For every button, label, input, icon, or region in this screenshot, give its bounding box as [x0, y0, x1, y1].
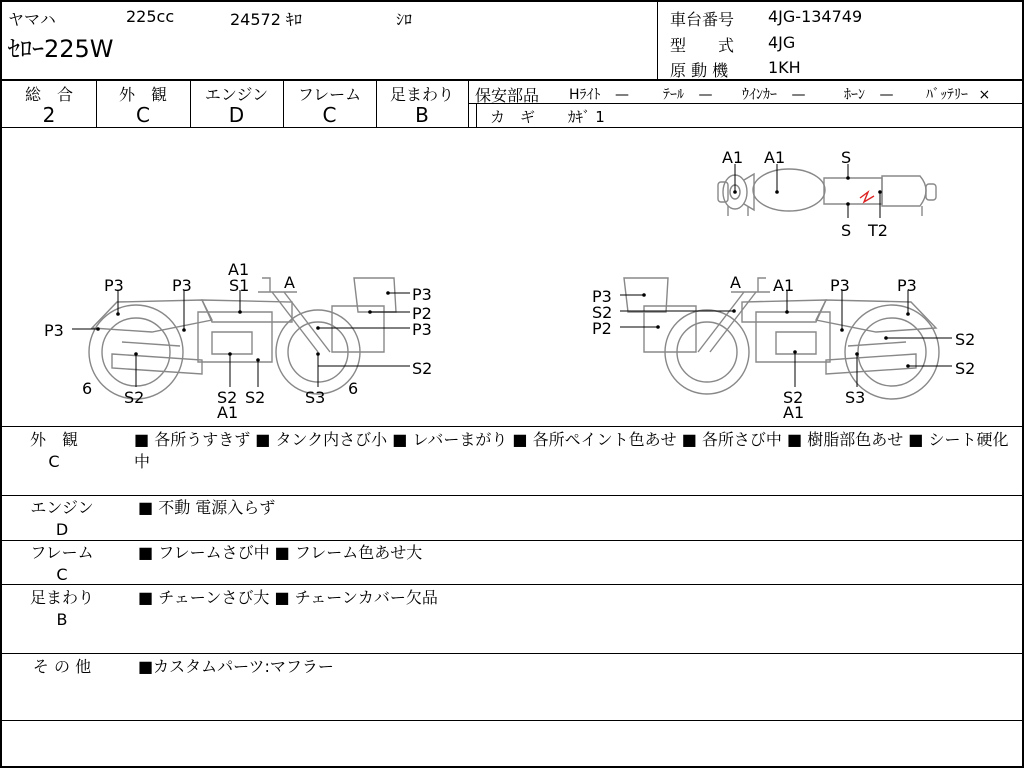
suspension-score-value: B	[415, 103, 429, 127]
rule	[2, 426, 1024, 427]
remark-exterior-text: ■ 各所うすきず ■ タンク内さび小 ■ レバーまがり ■ 各所ペイント色あせ ■ 各所さび中 ■ 樹脂部色あせ ■ シート硬化中	[134, 430, 1009, 471]
right-label: P3	[592, 287, 612, 306]
exterior-value: C	[136, 103, 150, 127]
frame-score-label: フレーム	[297, 85, 362, 104]
frame-score-value: C	[322, 103, 337, 127]
left-label: A1	[217, 403, 239, 422]
safety-item-tail: ﾃｰﾙ —	[663, 87, 713, 103]
chassis-label: 車台番号	[670, 10, 735, 29]
scratch-mark	[860, 192, 874, 202]
type-value: 4JG	[768, 33, 796, 52]
rule	[2, 584, 1024, 585]
bike-drawings	[2, 128, 1024, 426]
left-label: 6	[82, 379, 93, 398]
key-label: カ ギ	[490, 108, 536, 126]
left-label: A	[284, 273, 295, 292]
left-label: P3	[172, 276, 192, 295]
right-label: P3	[897, 276, 917, 295]
color: ｼﾛ	[396, 10, 413, 29]
right-label: A	[730, 273, 741, 292]
remark-other-text: ■カスタムパーツ:マフラー	[138, 657, 334, 676]
model-name: ｾﾛｰ225W	[8, 35, 114, 63]
type-label: 型 式	[670, 36, 735, 55]
left-label: P3	[412, 285, 432, 304]
left-label: P3	[104, 276, 124, 295]
chassis-value: 4JG-134749	[768, 7, 863, 26]
remark-engine-text: ■ 不動 電源入らず	[138, 498, 276, 517]
left-label: 6	[348, 379, 359, 398]
left-label: S2	[412, 359, 433, 378]
key-divider	[476, 103, 477, 127]
engine-score-value: D	[228, 103, 245, 127]
left-label: S3	[305, 388, 326, 407]
top-label: A1	[764, 148, 786, 167]
engine-model-label: 原 動 機	[670, 61, 729, 80]
right-label: S2	[783, 388, 804, 407]
leader-dots	[96, 176, 910, 368]
rule	[2, 653, 1024, 654]
overall-label: 総 合	[24, 85, 73, 104]
safety-item-winker: ｳｲﾝｶｰ —	[742, 87, 806, 103]
overall-value: 2	[42, 103, 56, 127]
safety-item-headlight: Hﾗｲﾄ —	[569, 87, 629, 103]
header-divider	[657, 2, 658, 79]
left-label: P2	[412, 304, 432, 323]
rule	[2, 495, 1024, 496]
left-label: P3	[412, 320, 432, 339]
displacement: 225cc	[126, 7, 175, 26]
safety-label: 保安部品	[475, 86, 540, 105]
engine-score-label: エンジン	[204, 85, 269, 104]
right-label: P3	[830, 276, 850, 295]
exterior-label: 外 観	[118, 85, 167, 104]
key-value: ｶｷﾞ 1	[568, 108, 605, 126]
right-label: A1	[773, 276, 795, 295]
mileage: 24572 ｷﾛ	[230, 10, 302, 29]
remark-suspension-text: ■ チェーンさび大 ■ チェーンカバー欠品	[138, 588, 438, 607]
engine-model-value: 1KH	[768, 58, 801, 77]
left-label: S1	[229, 276, 250, 295]
left-label: A1	[228, 260, 250, 279]
right-label: P2	[592, 319, 612, 338]
top-label: S	[841, 148, 852, 167]
damage-diagram	[2, 128, 1024, 426]
remark-frame-text: ■ フレームさび中 ■ フレーム色あせ大	[138, 543, 423, 562]
remark-other-label: そ の 他	[32, 657, 92, 676]
safety-item-horn: ﾎｰﾝ —	[844, 87, 894, 103]
remark-frame-label: フレーム C	[30, 543, 94, 584]
rule	[2, 79, 1024, 81]
right-label: S2	[592, 303, 613, 322]
suspension-score-label: 足まわり	[389, 85, 454, 104]
right-label: A1	[783, 403, 805, 422]
maker: ヤマハ	[8, 10, 56, 29]
top-label: T2	[868, 221, 888, 240]
top-label: A1	[722, 148, 744, 167]
top-view-bike	[718, 169, 936, 216]
rule	[469, 103, 1024, 104]
left-label: S2	[217, 388, 238, 407]
leader-lines	[72, 164, 952, 387]
right-label: S3	[845, 388, 866, 407]
left-label: P3	[44, 321, 64, 340]
right-label: S2	[955, 359, 976, 378]
left-label: S2	[245, 388, 266, 407]
rule	[2, 720, 1024, 721]
rule	[2, 540, 1024, 541]
safety-item-battery: ﾊﾞｯﾃﾘｰ ×	[926, 87, 991, 103]
remark-engine-label: エンジン D	[30, 498, 94, 539]
left-label: S2	[124, 388, 145, 407]
remark-suspension-label: 足まわり B	[29, 588, 94, 629]
top-label: S	[841, 221, 852, 240]
remark-exterior-label: 外 観 C	[29, 430, 78, 471]
right-label: S2	[955, 330, 976, 349]
